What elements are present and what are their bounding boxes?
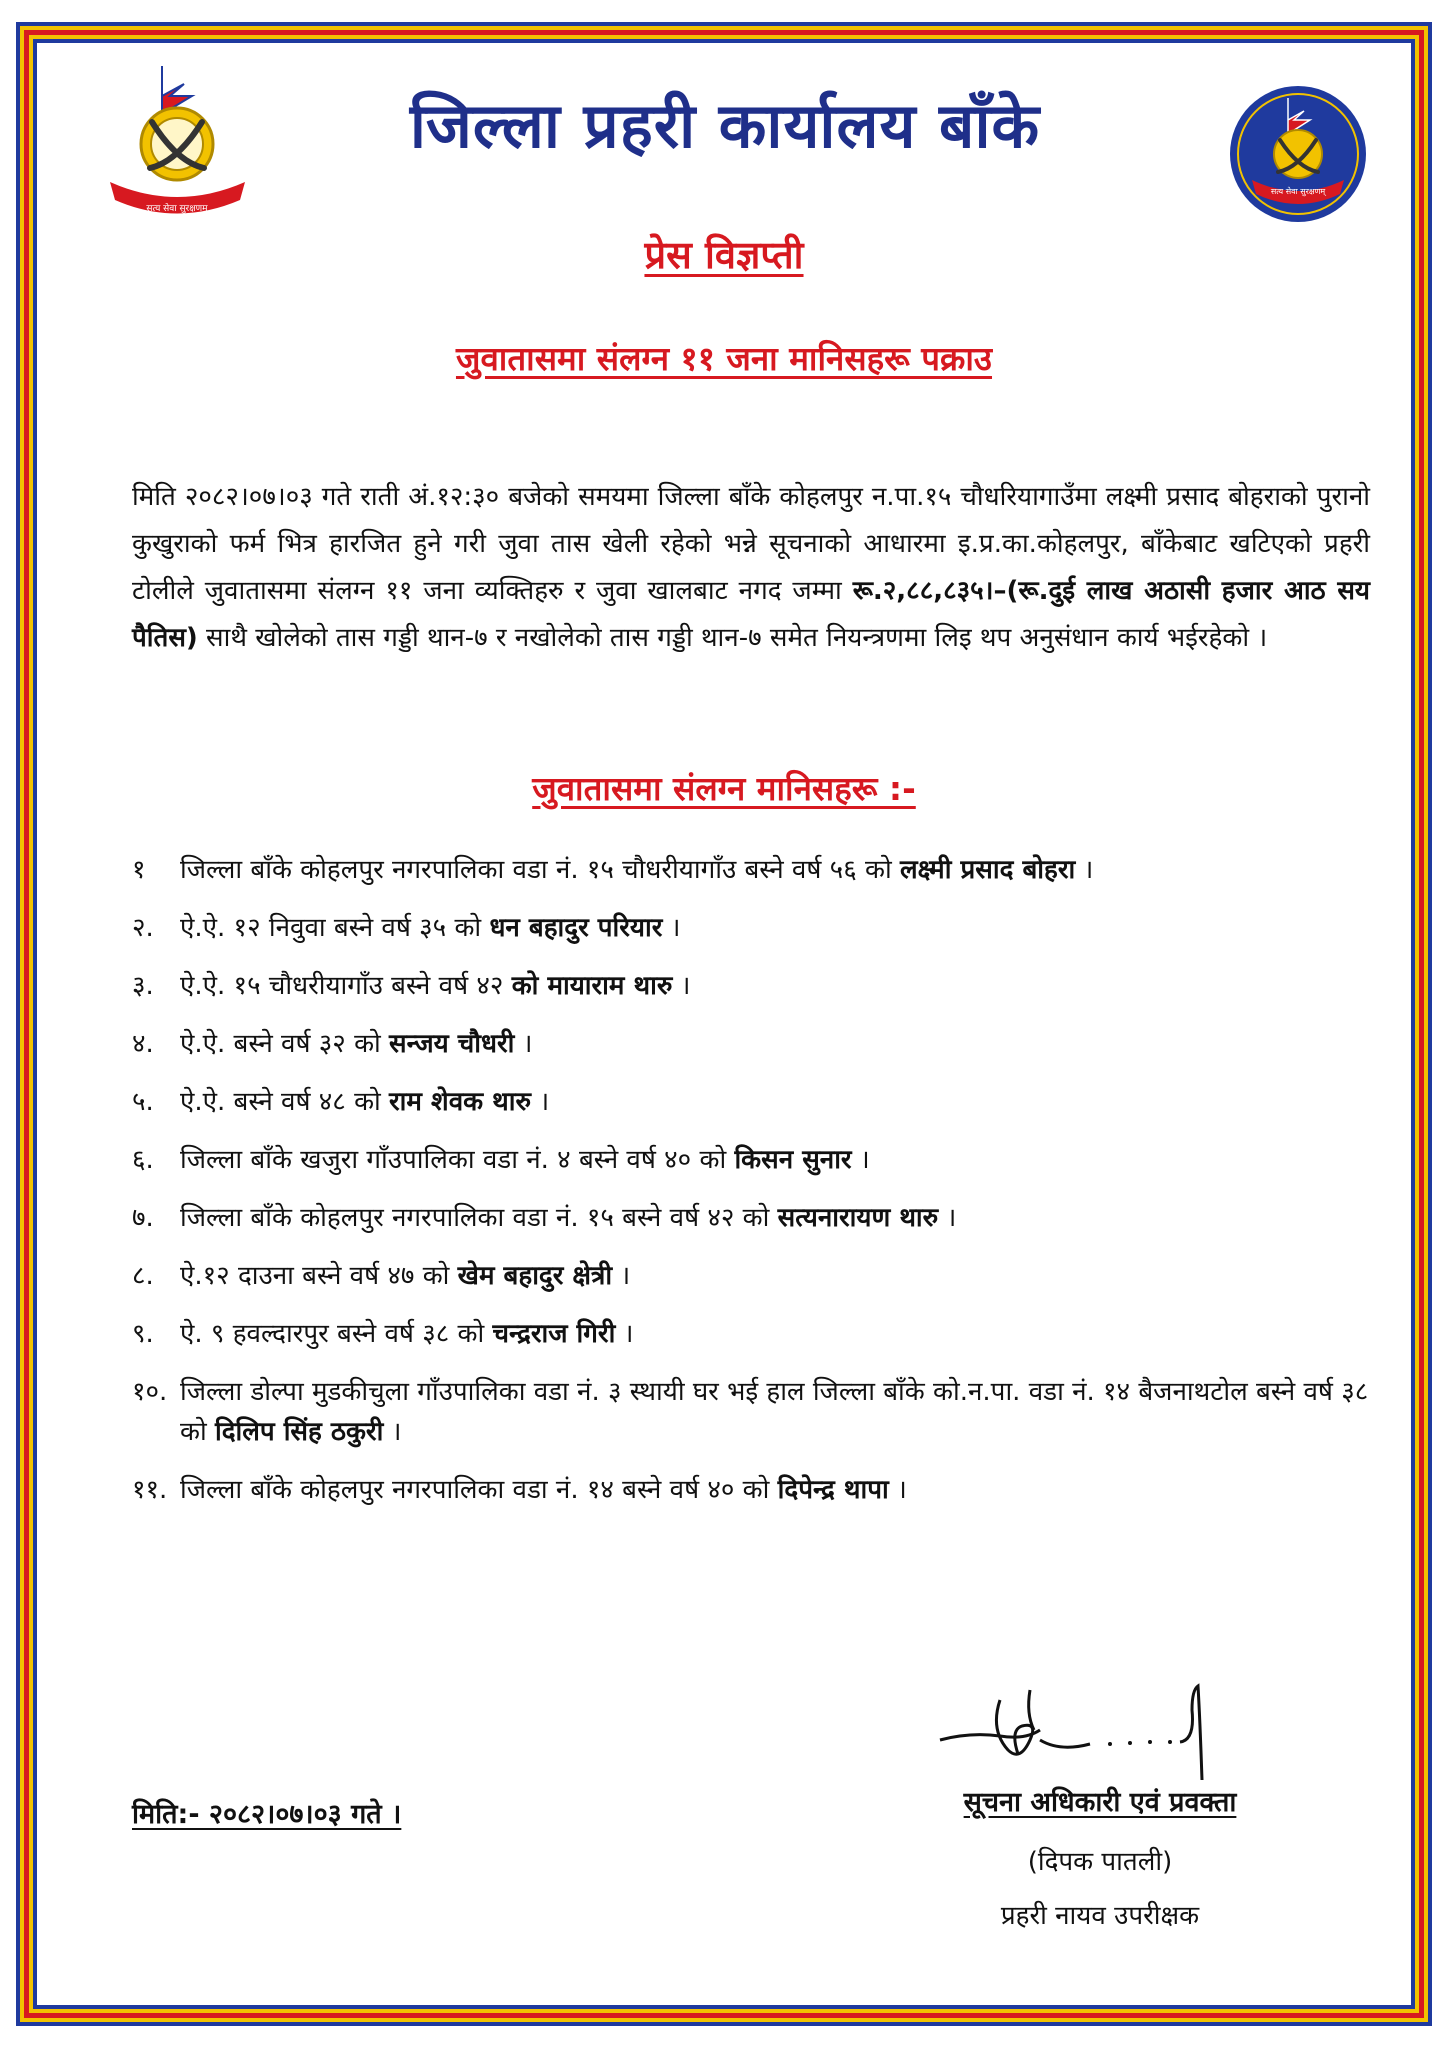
seized-amount: रू.२,८८,८३५।–(रू.दुई लाख अठासी हजार आठ सय पैतिस) — [132, 576, 1370, 653]
item-detail: ऐ.ऐ. बस्ने वर्ष ४८ को — [180, 1087, 390, 1117]
list-item — [132, 850, 1372, 890]
list-item — [132, 1140, 1372, 1180]
signatory-designation: सूचना अधिकारी एवं प्रवक्ता — [963, 1787, 1237, 1818]
persons-list-heading: जुवातासमा संलग्न मानिसहरू :- — [532, 769, 916, 808]
item-end: । — [662, 913, 681, 943]
item-end: । — [851, 1145, 870, 1175]
item-person-name: धन बहादुर परियार — [489, 913, 663, 943]
item-number: ११. — [132, 1475, 168, 1505]
item-number: ९. — [132, 1319, 154, 1349]
item-person-name: दिलिप सिंह ठकुरी — [214, 1417, 384, 1447]
item-detail: ऐ.ऐ. १२ निवुवा बस्ने वर्ष ३५ को — [180, 913, 490, 943]
signatory-name: (दिपक पातली) — [1027, 1847, 1173, 1877]
item-number: ८. — [132, 1261, 154, 1291]
item-person-name: चन्द्रराज गिरी — [492, 1319, 616, 1349]
list-item — [132, 1372, 1372, 1452]
item-detail: ऐ.ऐ. १५ चौधरीयागाँउ बस्ने वर्ष ४२ — [180, 971, 512, 1001]
body-text-part2: साथै खोलेको तास गड्डी थान-७ र नखोलेको तास गड्डी थान-७ समेत नियन्त्रणमा लिइ थप अनुसंधान कार्य भईरहेको । — [197, 623, 1268, 653]
item-end: । — [383, 1417, 402, 1447]
item-person-name: दिपेन्द्र थापा — [777, 1475, 889, 1505]
item-end: । — [531, 1087, 550, 1117]
office-title: जिल्ला प्रहरी कार्यालय बाँके — [409, 89, 1041, 162]
item-number: ६. — [132, 1145, 154, 1175]
emblem-motto-text: सत्य सेवा सुरक्षणम् — [146, 204, 208, 214]
body-paragraph — [132, 474, 1370, 662]
item-number: ७. — [132, 1203, 154, 1233]
item-end: । — [888, 1475, 907, 1505]
signatory-rank: प्रहरी नायव उपरीक्षक — [1000, 1901, 1200, 1931]
item-end: । — [938, 1203, 957, 1233]
list-item — [132, 1024, 1372, 1064]
item-number: ४. — [132, 1029, 154, 1059]
item-detail: जिल्ला बाँके कोहलपुर नगरपालिका वडा नं. १४ बस्ने वर्ष ४० को — [180, 1475, 778, 1505]
item-detail: ऐ.ऐ. बस्ने वर्ष ३२ को — [180, 1029, 390, 1059]
body-text-part1: मिति २०८२।०७।०३ गते राती अं.१२:३० बजेको समयमा जिल्ला बाँके कोहलपुर न.पा.१५ चौधरियागाउँमा लक्ष्मी प्रसाद बोहराको पुरानो कुखुराको फर्म भित्र हारजित हुने गरी जुवा तास खेली रहेको भन्ने सूचनाको आधारमा इ.प्र.का.कोहलपुर, बाँकेबाट खटिएको प्रहरी टोलीले जुवातासमा संलग्न ११ जना व्यक्तिहरु र जुवा खालबाट नगद जम्मा — [132, 482, 1370, 606]
item-person-name: लक्ष्मी प्रसाद बोहरा — [899, 855, 1076, 885]
item-detail: जिल्ला डोल्पा मुडकीचुला गाँउपालिका वडा नं. ३ स्थायी घर भई हाल जिल्ला बाँके को.न.पा. वडा नं. १४ बैजनाथटोल बस्ने वर्ष ३८ को — [180, 1377, 1369, 1447]
item-person-name: राम शेवक थारु — [389, 1087, 532, 1117]
item-number: ३. — [132, 971, 154, 1001]
police-emblem-right-icon — [1228, 84, 1368, 224]
item-detail: जिल्ला बाँके खजुरा गाँउपालिका वडा नं. ४ बस्ने वर्ष ४० को — [180, 1145, 735, 1175]
item-person-name: को मायाराम थारु — [511, 971, 673, 1001]
signature-icon — [930, 1670, 1260, 1800]
list-item — [132, 1256, 1372, 1296]
item-detail: जिल्ला बाँके कोहलपुर नगरपालिका वडा नं. १५ चौधरीयागाँउ बस्ने वर्ष ५६ को — [180, 855, 900, 885]
emblem-ribbon-text: नेपाल प्रहरी — [156, 187, 198, 198]
item-detail: ऐ. ९ हवल्दारपुर बस्ने वर्ष ३८ को — [180, 1319, 493, 1349]
list-item — [132, 1314, 1372, 1354]
list-item — [132, 1198, 1372, 1238]
list-item — [132, 966, 1372, 1006]
item-number: १ — [132, 855, 146, 885]
release-date: मिति:- २०८२।०७।०३ गते । — [132, 1799, 402, 1830]
emblem-right-motto-text: सत्य सेवा सुरक्षणम् — [1270, 187, 1326, 196]
list-item — [132, 1470, 1372, 1510]
list-item — [132, 908, 1372, 948]
item-person-name: सत्यनारायण थारु — [777, 1203, 939, 1233]
item-number: ५. — [132, 1087, 154, 1117]
list-item — [132, 1082, 1372, 1122]
police-emblem-left-icon — [100, 62, 255, 222]
item-end: । — [612, 1261, 631, 1291]
item-person-name: सन्जय चौधरी — [389, 1029, 515, 1059]
item-number: १०. — [132, 1377, 168, 1407]
item-person-name: खेम बहादुर क्षेत्री — [457, 1261, 613, 1291]
item-end: । — [1075, 855, 1094, 885]
item-detail: ऐ.१२ दाउना बस्ने वर्ष ४७ को — [180, 1261, 458, 1291]
headline: जुवातासमा संलग्न ११ जना मानिसहरू पक्राउ — [455, 339, 993, 378]
item-detail: जिल्ला बाँके कोहलपुर नगरपालिका वडा नं. १५ बस्ने वर्ष ४२ को — [180, 1203, 778, 1233]
persons-list — [132, 850, 1372, 1528]
press-release-title: प्रेस विज्ञप्ती — [644, 233, 804, 277]
item-person-name: किसन सुनार — [734, 1145, 852, 1175]
item-end: । — [514, 1029, 533, 1059]
item-number: २. — [132, 913, 154, 943]
item-end: । — [672, 971, 691, 1001]
item-end: । — [615, 1319, 634, 1349]
